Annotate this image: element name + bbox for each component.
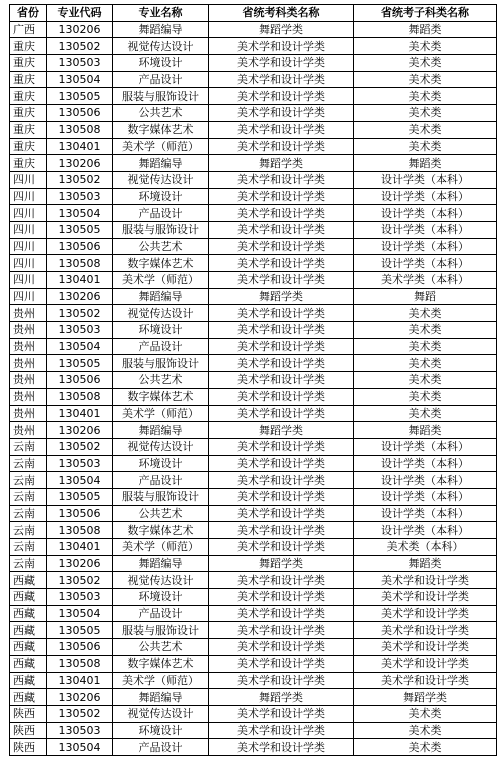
cell-province: 贵州	[10, 372, 47, 389]
cell-major-code: 130504	[47, 205, 113, 222]
cell-major-name: 美术学（师范）	[113, 672, 209, 689]
cell-exam-category: 美术学和设计学类	[209, 221, 354, 238]
cell-province: 重庆	[10, 105, 47, 122]
table-row	[10, 505, 497, 522]
cell-exam-category: 美术学和设计学类	[209, 739, 354, 756]
cell-province: 西藏	[10, 589, 47, 606]
cell-major-code: 130503	[47, 589, 113, 606]
cell-province: 陕西	[10, 705, 47, 722]
cell-exam-category: 美术学和设计学类	[209, 455, 354, 472]
cell-province: 四川	[10, 188, 47, 205]
cell-province: 四川	[10, 272, 47, 289]
cell-major-code: 130506	[47, 105, 113, 122]
table-row	[10, 655, 497, 672]
cell-exam-subcategory: 美术学和设计学类	[354, 672, 497, 689]
cell-exam-subcategory: 舞蹈学类	[354, 689, 497, 706]
cell-major-code: 130206	[47, 155, 113, 172]
document-page	[9, 4, 497, 756]
cell-major-code: 130505	[47, 622, 113, 639]
cell-exam-category: 舞蹈学类	[209, 288, 354, 305]
cell-major-code: 130206	[47, 21, 113, 38]
cell-exam-category: 美术学和设计学类	[209, 672, 354, 689]
cell-major-code: 130206	[47, 689, 113, 706]
cell-major-code: 130506	[47, 505, 113, 522]
cell-exam-subcategory: 设计学类（本科）	[354, 472, 497, 489]
table-row	[10, 455, 497, 472]
cell-exam-subcategory: 美术类	[354, 739, 497, 756]
cell-exam-subcategory: 舞蹈类	[354, 422, 497, 439]
cell-exam-subcategory: 美术类	[354, 322, 497, 339]
cell-exam-subcategory: 美术类	[354, 338, 497, 355]
cell-major-name: 公共艺术	[113, 105, 209, 122]
table-row	[10, 372, 497, 389]
cell-major-name: 环境设计	[113, 55, 209, 72]
cell-exam-category: 美术学和设计学类	[209, 539, 354, 556]
table-row	[10, 472, 497, 489]
table-row	[10, 539, 497, 556]
cell-major-name: 环境设计	[113, 722, 209, 739]
cell-major-name: 数字媒体艺术	[113, 655, 209, 672]
table-row	[10, 388, 497, 405]
cell-major-code: 130502	[47, 705, 113, 722]
cell-exam-category: 美术学和设计学类	[209, 388, 354, 405]
cell-major-name: 公共艺术	[113, 372, 209, 389]
table-row	[10, 288, 497, 305]
table-row	[10, 622, 497, 639]
table-row	[10, 605, 497, 622]
cell-exam-category: 美术学和设计学类	[209, 305, 354, 322]
cell-exam-category: 美术学和设计学类	[209, 505, 354, 522]
cell-major-code: 130504	[47, 605, 113, 622]
cell-province: 西藏	[10, 672, 47, 689]
cell-exam-subcategory: 设计学类（本科）	[354, 205, 497, 222]
cell-exam-category: 舞蹈学类	[209, 422, 354, 439]
table-row	[10, 739, 497, 756]
cell-major-name: 美术学（师范）	[113, 405, 209, 422]
cell-province: 四川	[10, 171, 47, 188]
cell-major-name: 服装与服饰设计	[113, 221, 209, 238]
cell-province: 贵州	[10, 338, 47, 355]
cell-exam-subcategory: 美术类	[354, 405, 497, 422]
cell-major-name: 数字媒体艺术	[113, 522, 209, 539]
table-row	[10, 705, 497, 722]
cell-major-code: 130508	[47, 255, 113, 272]
cell-exam-subcategory: 美术类	[354, 88, 497, 105]
cell-major-code: 130206	[47, 288, 113, 305]
header-major-code: 专业代码	[47, 5, 113, 22]
cell-exam-subcategory: 美术学类（本科）	[354, 272, 497, 289]
cell-exam-category: 美术学和设计学类	[209, 639, 354, 656]
cell-exam-category: 美术学和设计学类	[209, 372, 354, 389]
cell-province: 云南	[10, 488, 47, 505]
cell-major-name: 产品设计	[113, 739, 209, 756]
cell-major-name: 视觉传达设计	[113, 438, 209, 455]
cell-exam-category: 美术学和设计学类	[209, 171, 354, 188]
cell-exam-subcategory: 美术类	[354, 71, 497, 88]
cell-exam-subcategory: 设计学类（本科）	[354, 455, 497, 472]
cell-province: 四川	[10, 205, 47, 222]
cell-exam-subcategory: 美术类	[354, 138, 497, 155]
table-row	[10, 21, 497, 38]
cell-major-name: 产品设计	[113, 605, 209, 622]
cell-major-code: 130508	[47, 121, 113, 138]
cell-exam-category: 美术学和设计学类	[209, 38, 354, 55]
cell-exam-subcategory: 设计学类（本科）	[354, 255, 497, 272]
table-row	[10, 238, 497, 255]
cell-major-code: 130206	[47, 422, 113, 439]
cell-province: 重庆	[10, 155, 47, 172]
table-row	[10, 722, 497, 739]
cell-exam-subcategory: 美术类	[354, 105, 497, 122]
cell-major-name: 公共艺术	[113, 238, 209, 255]
cell-exam-subcategory: 设计学类（本科）	[354, 505, 497, 522]
cell-major-code: 130503	[47, 722, 113, 739]
cell-exam-subcategory: 美术类	[354, 55, 497, 72]
cell-province: 西藏	[10, 639, 47, 656]
table-row	[10, 221, 497, 238]
table-row	[10, 255, 497, 272]
table-row	[10, 322, 497, 339]
cell-province: 贵州	[10, 388, 47, 405]
table-row	[10, 355, 497, 372]
cell-major-code: 130502	[47, 438, 113, 455]
cell-major-name: 环境设计	[113, 589, 209, 606]
cell-exam-category: 美术学和设计学类	[209, 655, 354, 672]
cell-province: 云南	[10, 438, 47, 455]
cell-exam-category: 美术学和设计学类	[209, 138, 354, 155]
cell-province: 贵州	[10, 405, 47, 422]
cell-province: 云南	[10, 505, 47, 522]
cell-major-code: 130505	[47, 488, 113, 505]
cell-exam-category: 美术学和设计学类	[209, 405, 354, 422]
cell-major-name: 环境设计	[113, 322, 209, 339]
cell-exam-category: 美术学和设计学类	[209, 605, 354, 622]
cell-exam-category: 美术学和设计学类	[209, 121, 354, 138]
cell-major-code: 130503	[47, 322, 113, 339]
table-row	[10, 572, 497, 589]
table-row	[10, 188, 497, 205]
cell-exam-subcategory: 美术类（本科）	[354, 539, 497, 556]
cell-exam-category: 美术学和设计学类	[209, 255, 354, 272]
cell-exam-category: 舞蹈学类	[209, 21, 354, 38]
table-row	[10, 55, 497, 72]
cell-major-name: 服装与服饰设计	[113, 488, 209, 505]
cell-major-code: 130502	[47, 38, 113, 55]
cell-province: 云南	[10, 555, 47, 572]
table-row	[10, 689, 497, 706]
cell-major-code: 130504	[47, 739, 113, 756]
cell-exam-subcategory: 美术类	[354, 121, 497, 138]
cell-exam-category: 美术学和设计学类	[209, 572, 354, 589]
cell-province: 西藏	[10, 655, 47, 672]
cell-province: 陕西	[10, 739, 47, 756]
header-major-name: 专业名称	[113, 5, 209, 22]
cell-province: 云南	[10, 455, 47, 472]
cell-exam-category: 舞蹈学类	[209, 689, 354, 706]
cell-major-code: 130401	[47, 672, 113, 689]
cell-exam-category: 舞蹈学类	[209, 555, 354, 572]
cell-major-code: 130504	[47, 338, 113, 355]
cell-major-code: 130506	[47, 238, 113, 255]
table-row	[10, 38, 497, 55]
cell-major-name: 舞蹈编导	[113, 555, 209, 572]
cell-major-name: 服装与服饰设计	[113, 88, 209, 105]
cell-exam-category: 舞蹈学类	[209, 155, 354, 172]
cell-province: 云南	[10, 522, 47, 539]
cell-exam-category: 美术学和设计学类	[209, 338, 354, 355]
cell-exam-subcategory: 设计学类（本科）	[354, 488, 497, 505]
table-row	[10, 522, 497, 539]
cell-major-code: 130504	[47, 472, 113, 489]
cell-exam-subcategory: 舞蹈	[354, 288, 497, 305]
cell-major-name: 环境设计	[113, 455, 209, 472]
table-body	[10, 21, 497, 755]
cell-exam-subcategory: 舞蹈类	[354, 155, 497, 172]
cell-major-code: 130504	[47, 71, 113, 88]
table-row	[10, 272, 497, 289]
cell-exam-subcategory: 舞蹈类	[354, 555, 497, 572]
cell-exam-category: 美术学和设计学类	[209, 589, 354, 606]
cell-major-code: 130401	[47, 539, 113, 556]
cell-exam-category: 美术学和设计学类	[209, 522, 354, 539]
cell-major-code: 130505	[47, 88, 113, 105]
table-row	[10, 405, 497, 422]
cell-province: 贵州	[10, 322, 47, 339]
cell-exam-category: 美术学和设计学类	[209, 488, 354, 505]
cell-exam-subcategory: 美术学和设计学类	[354, 655, 497, 672]
cell-major-name: 产品设计	[113, 338, 209, 355]
cell-exam-subcategory: 美术学和设计学类	[354, 605, 497, 622]
cell-major-code: 130508	[47, 655, 113, 672]
cell-major-code: 130401	[47, 405, 113, 422]
cell-major-name: 美术学（师范）	[113, 138, 209, 155]
cell-province: 重庆	[10, 38, 47, 55]
cell-major-code: 130505	[47, 355, 113, 372]
cell-exam-category: 美术学和设计学类	[209, 55, 354, 72]
cell-province: 重庆	[10, 55, 47, 72]
cell-major-name: 产品设计	[113, 205, 209, 222]
cell-exam-category: 美术学和设计学类	[209, 88, 354, 105]
table-row	[10, 422, 497, 439]
cell-exam-category: 美术学和设计学类	[209, 188, 354, 205]
cell-exam-subcategory: 美术类	[354, 388, 497, 405]
cell-province: 贵州	[10, 355, 47, 372]
cell-major-code: 130502	[47, 305, 113, 322]
cell-exam-category: 美术学和设计学类	[209, 705, 354, 722]
cell-major-name: 舞蹈编导	[113, 689, 209, 706]
table-row	[10, 155, 497, 172]
cell-exam-subcategory: 美术类	[354, 705, 497, 722]
cell-exam-category: 美术学和设计学类	[209, 105, 354, 122]
cell-major-code: 130502	[47, 572, 113, 589]
cell-major-name: 数字媒体艺术	[113, 121, 209, 138]
cell-province: 重庆	[10, 88, 47, 105]
cell-exam-subcategory: 美术类	[354, 355, 497, 372]
cell-province: 重庆	[10, 71, 47, 88]
cell-major-name: 视觉传达设计	[113, 305, 209, 322]
cell-exam-subcategory: 美术学和设计学类	[354, 622, 497, 639]
cell-province: 西藏	[10, 572, 47, 589]
cell-province: 西藏	[10, 689, 47, 706]
cell-major-code: 130503	[47, 188, 113, 205]
cell-exam-category: 美术学和设计学类	[209, 438, 354, 455]
cell-province: 陕西	[10, 722, 47, 739]
cell-province: 云南	[10, 539, 47, 556]
cell-exam-subcategory: 设计学类（本科）	[354, 188, 497, 205]
table-row	[10, 305, 497, 322]
cell-province: 四川	[10, 238, 47, 255]
cell-major-name: 产品设计	[113, 71, 209, 88]
header-exam-subcategory: 省统考子科类名称	[354, 5, 497, 22]
cell-major-name: 舞蹈编导	[113, 155, 209, 172]
cell-exam-subcategory: 设计学类（本科）	[354, 171, 497, 188]
cell-major-name: 产品设计	[113, 472, 209, 489]
cell-major-name: 视觉传达设计	[113, 705, 209, 722]
cell-exam-category: 美术学和设计学类	[209, 472, 354, 489]
cell-exam-subcategory: 美术类	[354, 722, 497, 739]
cell-major-name: 美术学（师范）	[113, 539, 209, 556]
cell-exam-subcategory: 设计学类（本科）	[354, 238, 497, 255]
cell-exam-category: 美术学和设计学类	[209, 71, 354, 88]
cell-major-name: 环境设计	[113, 188, 209, 205]
table-row	[10, 71, 497, 88]
cell-exam-subcategory: 美术类	[354, 372, 497, 389]
cell-major-name: 舞蹈编导	[113, 21, 209, 38]
table-row	[10, 121, 497, 138]
cell-major-name: 数字媒体艺术	[113, 388, 209, 405]
cell-major-code: 130505	[47, 221, 113, 238]
cell-exam-subcategory: 设计学类（本科）	[354, 438, 497, 455]
table-row	[10, 672, 497, 689]
cell-exam-category: 美术学和设计学类	[209, 205, 354, 222]
cell-province: 重庆	[10, 121, 47, 138]
table-row	[10, 105, 497, 122]
table-row	[10, 205, 497, 222]
cell-major-name: 公共艺术	[113, 505, 209, 522]
cell-major-code: 130401	[47, 138, 113, 155]
cell-exam-subcategory: 美术学和设计学类	[354, 589, 497, 606]
table-row	[10, 138, 497, 155]
cell-exam-category: 美术学和设计学类	[209, 238, 354, 255]
cell-exam-subcategory: 美术类	[354, 305, 497, 322]
cell-exam-category: 美术学和设计学类	[209, 322, 354, 339]
cell-major-code: 130502	[47, 171, 113, 188]
table-header-row	[10, 5, 497, 22]
cell-exam-subcategory: 舞蹈类	[354, 21, 497, 38]
cell-exam-category: 美术学和设计学类	[209, 355, 354, 372]
major-category-table	[9, 4, 497, 756]
cell-major-code: 130508	[47, 388, 113, 405]
cell-major-name: 舞蹈编导	[113, 422, 209, 439]
cell-major-name: 服装与服饰设计	[113, 355, 209, 372]
table-row	[10, 338, 497, 355]
cell-province: 贵州	[10, 305, 47, 322]
header-exam-category: 省统考科类名称	[209, 5, 354, 22]
cell-exam-subcategory: 美术学和设计学类	[354, 572, 497, 589]
cell-major-code: 130401	[47, 272, 113, 289]
cell-exam-subcategory: 美术学和设计学类	[354, 639, 497, 656]
cell-province: 广西	[10, 21, 47, 38]
cell-major-code: 130206	[47, 555, 113, 572]
cell-province: 贵州	[10, 422, 47, 439]
table-row	[10, 438, 497, 455]
cell-exam-category: 美术学和设计学类	[209, 272, 354, 289]
cell-exam-subcategory: 设计学类（本科）	[354, 522, 497, 539]
cell-province: 四川	[10, 221, 47, 238]
table-row	[10, 555, 497, 572]
cell-exam-subcategory: 美术类	[354, 38, 497, 55]
table-row	[10, 488, 497, 505]
table-row	[10, 639, 497, 656]
cell-major-code: 130506	[47, 639, 113, 656]
cell-major-name: 视觉传达设计	[113, 171, 209, 188]
cell-exam-category: 美术学和设计学类	[209, 722, 354, 739]
cell-major-code: 130503	[47, 55, 113, 72]
cell-exam-subcategory: 设计学类（本科）	[354, 221, 497, 238]
cell-province: 云南	[10, 472, 47, 489]
cell-major-name: 舞蹈编导	[113, 288, 209, 305]
cell-major-code: 130508	[47, 522, 113, 539]
table-row	[10, 88, 497, 105]
table-row	[10, 589, 497, 606]
cell-province: 西藏	[10, 605, 47, 622]
cell-major-code: 130506	[47, 372, 113, 389]
cell-major-code: 130503	[47, 455, 113, 472]
cell-major-name: 视觉传达设计	[113, 38, 209, 55]
cell-province: 四川	[10, 288, 47, 305]
cell-province: 四川	[10, 255, 47, 272]
cell-major-name: 服装与服饰设计	[113, 622, 209, 639]
cell-major-name: 视觉传达设计	[113, 572, 209, 589]
cell-province: 重庆	[10, 138, 47, 155]
cell-province: 西藏	[10, 622, 47, 639]
cell-major-name: 美术学（师范）	[113, 272, 209, 289]
table-row	[10, 171, 497, 188]
cell-exam-category: 美术学和设计学类	[209, 622, 354, 639]
header-province: 省份	[10, 5, 47, 22]
cell-major-name: 公共艺术	[113, 639, 209, 656]
cell-major-name: 数字媒体艺术	[113, 255, 209, 272]
